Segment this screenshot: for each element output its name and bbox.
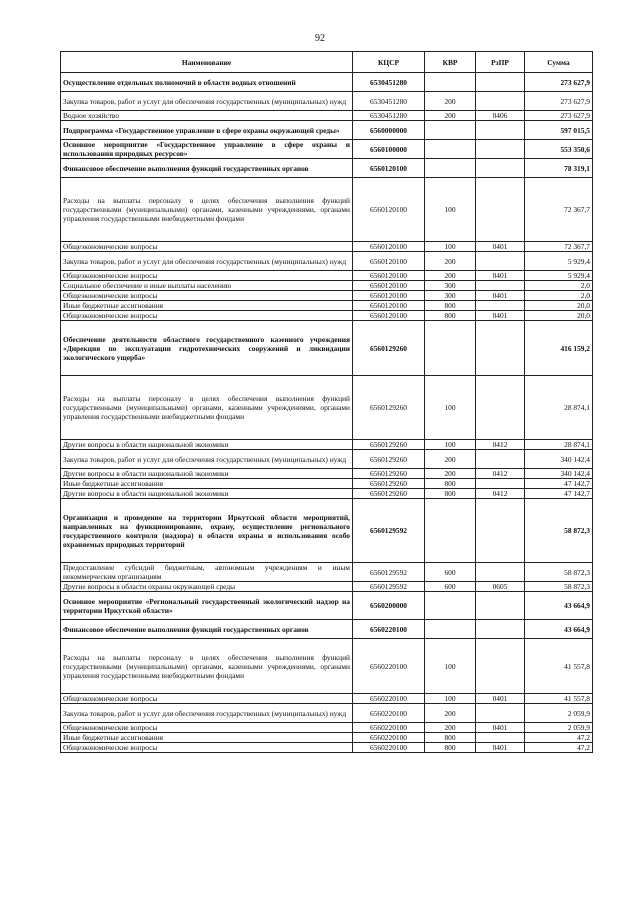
cell-kvr: 800 bbox=[425, 733, 476, 743]
table-row bbox=[61, 582, 593, 592]
table-row bbox=[61, 489, 593, 499]
cell-rzpr bbox=[476, 301, 525, 311]
table-row bbox=[61, 252, 593, 271]
table-row bbox=[61, 563, 593, 582]
cell-rzpr bbox=[476, 252, 525, 271]
cell-rzpr: 0401 bbox=[476, 694, 525, 704]
cell-name: Социальное обеспечение и иные выплаты населению bbox=[61, 281, 353, 291]
budget-table bbox=[60, 51, 593, 753]
table-row bbox=[61, 733, 593, 743]
cell-kcsr: 6560220100 bbox=[353, 620, 425, 639]
column-header-name: Наименование bbox=[61, 52, 353, 73]
cell-kcsr: 6560129260 bbox=[353, 489, 425, 499]
table-row bbox=[61, 743, 593, 753]
cell-kcsr: 6560200000 bbox=[353, 592, 425, 620]
cell-name: Закупка товаров, работ и услуг для обеспечения государственных (муниципальных) нужд bbox=[61, 252, 353, 271]
column-header-sum: Сумма bbox=[525, 52, 593, 73]
cell-name: Другие вопросы в области национальной экономики bbox=[61, 489, 353, 499]
cell-rzpr: 0401 bbox=[476, 242, 525, 252]
cell-rzpr: 0401 bbox=[476, 271, 525, 281]
cell-kcsr: 6530451280 bbox=[353, 73, 425, 92]
cell-sum: 416 159,2 bbox=[525, 321, 593, 376]
table-row bbox=[61, 178, 593, 242]
cell-name: Другие вопросы в области национальной экономики bbox=[61, 440, 353, 450]
cell-name: Закупка товаров, работ и услуг для обеспечения государственных (муниципальных) нужд bbox=[61, 704, 353, 723]
cell-rzpr bbox=[476, 73, 525, 92]
cell-rzpr bbox=[476, 620, 525, 639]
cell-kvr: 200 bbox=[425, 111, 476, 121]
table-row bbox=[61, 704, 593, 723]
cell-kcsr: 6560220100 bbox=[353, 694, 425, 704]
cell-rzpr bbox=[476, 499, 525, 563]
cell-sum: 273 627,9 bbox=[525, 73, 593, 92]
cell-name: Общеэкономические вопросы bbox=[61, 311, 353, 321]
table-row bbox=[61, 376, 593, 440]
cell-sum: 47,2 bbox=[525, 743, 593, 753]
table-body bbox=[61, 73, 593, 753]
cell-name: Осуществление отдельных полномочий в области водных отношений bbox=[61, 73, 353, 92]
table-row bbox=[61, 301, 593, 311]
cell-kcsr: 6560129260 bbox=[353, 450, 425, 469]
cell-kvr: 300 bbox=[425, 291, 476, 301]
table-row bbox=[61, 159, 593, 178]
cell-name: Обеспечение деятельности областного государственного казенного учреждения «Дирекция по эксплуатации гидротехнических сооружений и ликвидации экологического ущерба» bbox=[61, 321, 353, 376]
cell-rzpr bbox=[476, 140, 525, 159]
cell-rzpr: 0605 bbox=[476, 582, 525, 592]
cell-rzpr: 0401 bbox=[476, 291, 525, 301]
table-row bbox=[61, 620, 593, 639]
cell-name: Общеэкономические вопросы bbox=[61, 694, 353, 704]
cell-kvr: 200 bbox=[425, 450, 476, 469]
cell-kvr: 100 bbox=[425, 242, 476, 252]
cell-sum: 340 142,4 bbox=[525, 469, 593, 479]
cell-rzpr bbox=[476, 592, 525, 620]
table-row bbox=[61, 440, 593, 450]
cell-sum: 2,0 bbox=[525, 291, 593, 301]
column-header-kcsr: КЦСР bbox=[353, 52, 425, 73]
cell-sum: 43 664,9 bbox=[525, 592, 593, 620]
cell-kvr: 200 bbox=[425, 704, 476, 723]
cell-name: Иные бюджетные ассигнования bbox=[61, 301, 353, 311]
table-row bbox=[61, 242, 593, 252]
cell-name: Закупка товаров, работ и услуг для обеспечения государственных (муниципальных) нужд bbox=[61, 450, 353, 469]
cell-kcsr: 6560100000 bbox=[353, 140, 425, 159]
cell-sum: 28 874,1 bbox=[525, 376, 593, 440]
cell-sum: 47 142,7 bbox=[525, 479, 593, 489]
cell-kcsr: 6560120100 bbox=[353, 291, 425, 301]
cell-kvr: 200 bbox=[425, 92, 476, 111]
cell-sum: 28 874,1 bbox=[525, 440, 593, 450]
cell-kvr: 200 bbox=[425, 469, 476, 479]
cell-kvr: 600 bbox=[425, 582, 476, 592]
cell-kcsr: 6560120100 bbox=[353, 301, 425, 311]
cell-kvr bbox=[425, 73, 476, 92]
cell-name: Общеэкономические вопросы bbox=[61, 242, 353, 252]
cell-kcsr: 6560120100 bbox=[353, 281, 425, 291]
table-row bbox=[61, 140, 593, 159]
cell-rzpr bbox=[476, 281, 525, 291]
cell-name: Организация и проведение на территории Иркутской области мероприятий, направленных на функционирование, охрану, осуществление регионального государственного контроля (надзора) в области охраны и использования особо охраняемых природных территорий bbox=[61, 499, 353, 563]
table-row bbox=[61, 450, 593, 469]
cell-kvr: 800 bbox=[425, 479, 476, 489]
cell-rzpr bbox=[476, 376, 525, 440]
table-row bbox=[61, 469, 593, 479]
cell-kcsr: 6560120100 bbox=[353, 271, 425, 281]
cell-sum: 597 015,5 bbox=[525, 121, 593, 140]
cell-rzpr bbox=[476, 92, 525, 111]
table-header-row bbox=[61, 52, 593, 73]
cell-name: Основное мероприятие «Государственное управление в сфере охраны и использования природных ресурсов» bbox=[61, 140, 353, 159]
cell-name: Расходы на выплаты персоналу в целях обеспечения выполнения функций государственными (муниципальными) органами, казенными учреждениями, органами управления государственными внебюджетными фондами bbox=[61, 639, 353, 694]
cell-sum: 72 367,7 bbox=[525, 178, 593, 242]
table-row bbox=[61, 92, 593, 111]
cell-kcsr: 6560120100 bbox=[353, 242, 425, 252]
cell-kcsr: 6560120100 bbox=[353, 252, 425, 271]
cell-kvr: 300 bbox=[425, 281, 476, 291]
cell-kcsr: 6530451280 bbox=[353, 111, 425, 121]
cell-kvr: 800 bbox=[425, 311, 476, 321]
cell-sum: 553 350,6 bbox=[525, 140, 593, 159]
table-row bbox=[61, 311, 593, 321]
cell-kvr bbox=[425, 121, 476, 140]
cell-sum: 2,0 bbox=[525, 281, 593, 291]
cell-rzpr: 0406 bbox=[476, 111, 525, 121]
cell-rzpr: 0401 bbox=[476, 723, 525, 733]
cell-kcsr: 6560120100 bbox=[353, 311, 425, 321]
cell-name: Общеэкономические вопросы bbox=[61, 271, 353, 281]
cell-name: Общеэкономические вопросы bbox=[61, 291, 353, 301]
table-row bbox=[61, 694, 593, 704]
cell-sum: 78 319,1 bbox=[525, 159, 593, 178]
cell-kvr bbox=[425, 321, 476, 376]
cell-kvr: 100 bbox=[425, 376, 476, 440]
cell-kcsr: 6560129592 bbox=[353, 563, 425, 582]
table-row bbox=[61, 479, 593, 489]
cell-name: Общеэкономические вопросы bbox=[61, 743, 353, 753]
cell-kvr bbox=[425, 159, 476, 178]
cell-sum: 5 929,4 bbox=[525, 252, 593, 271]
cell-rzpr: 0412 bbox=[476, 489, 525, 499]
cell-sum: 2 059,9 bbox=[525, 723, 593, 733]
cell-kcsr: 6560220100 bbox=[353, 723, 425, 733]
table-row bbox=[61, 281, 593, 291]
cell-rzpr bbox=[476, 563, 525, 582]
table-row bbox=[61, 592, 593, 620]
cell-kvr: 100 bbox=[425, 178, 476, 242]
cell-kvr: 800 bbox=[425, 301, 476, 311]
cell-name: Другие вопросы в области национальной экономики bbox=[61, 469, 353, 479]
cell-kcsr: 6560220100 bbox=[353, 743, 425, 753]
cell-name: Расходы на выплаты персоналу в целях обеспечения выполнения функций государственными (муниципальными) органами, казенными учреждениями, органами управления государственными внебюджетными фондами bbox=[61, 178, 353, 242]
cell-kvr: 100 bbox=[425, 440, 476, 450]
cell-sum: 5 929,4 bbox=[525, 271, 593, 281]
cell-sum: 47,2 bbox=[525, 733, 593, 743]
cell-rzpr bbox=[476, 178, 525, 242]
cell-sum: 273 627,9 bbox=[525, 111, 593, 121]
cell-kvr bbox=[425, 140, 476, 159]
cell-name: Водное хозяйство bbox=[61, 111, 353, 121]
cell-sum: 58 872,3 bbox=[525, 499, 593, 563]
cell-rzpr: 0401 bbox=[476, 743, 525, 753]
cell-kvr: 200 bbox=[425, 252, 476, 271]
cell-kcsr: 6560129260 bbox=[353, 376, 425, 440]
cell-kcsr: 6560220100 bbox=[353, 733, 425, 743]
cell-name: Другие вопросы в области охраны окружающей среды bbox=[61, 582, 353, 592]
cell-kcsr: 6530451280 bbox=[353, 92, 425, 111]
cell-rzpr bbox=[476, 479, 525, 489]
cell-name: Расходы на выплаты персоналу в целях обеспечения выполнения функций государственными (муниципальными) органами, казенными учреждениями, органами управления государственными внебюджетными фондами bbox=[61, 376, 353, 440]
cell-kvr: 100 bbox=[425, 639, 476, 694]
table-row bbox=[61, 321, 593, 376]
cell-kvr: 800 bbox=[425, 743, 476, 753]
cell-name: Основное мероприятие «Региональный государственный экологический надзор на территории Иркутской области» bbox=[61, 592, 353, 620]
cell-kvr: 800 bbox=[425, 489, 476, 499]
cell-kcsr: 6560120100 bbox=[353, 159, 425, 178]
cell-rzpr: 0412 bbox=[476, 440, 525, 450]
cell-name: Предоставление субсидий бюджетным, автономным учреждениям и иным некоммерческим организациям bbox=[61, 563, 353, 582]
cell-name: Иные бюджетные ассигнования bbox=[61, 479, 353, 489]
cell-kvr: 200 bbox=[425, 723, 476, 733]
page-number: 92 bbox=[315, 33, 325, 44]
cell-kcsr: 6560129260 bbox=[353, 479, 425, 489]
cell-rzpr bbox=[476, 733, 525, 743]
cell-sum: 2 059,9 bbox=[525, 704, 593, 723]
cell-rzpr: 0401 bbox=[476, 311, 525, 321]
cell-kcsr: 6560129260 bbox=[353, 440, 425, 450]
cell-kvr bbox=[425, 592, 476, 620]
cell-sum: 58 872,3 bbox=[525, 563, 593, 582]
cell-kvr: 600 bbox=[425, 563, 476, 582]
cell-sum: 20,0 bbox=[525, 311, 593, 321]
cell-sum: 43 664,9 bbox=[525, 620, 593, 639]
cell-sum: 58 872,3 bbox=[525, 582, 593, 592]
table-row bbox=[61, 639, 593, 694]
table-row bbox=[61, 499, 593, 563]
table-row bbox=[61, 73, 593, 92]
cell-name: Финансовое обеспечение выполнения функций государственных органов bbox=[61, 620, 353, 639]
cell-sum: 20,0 bbox=[525, 301, 593, 311]
cell-rzpr bbox=[476, 639, 525, 694]
cell-sum: 340 142,4 bbox=[525, 450, 593, 469]
cell-rzpr bbox=[476, 450, 525, 469]
table-row bbox=[61, 723, 593, 733]
cell-rzpr bbox=[476, 159, 525, 178]
cell-rzpr bbox=[476, 121, 525, 140]
cell-rzpr bbox=[476, 704, 525, 723]
cell-name: Общеэкономические вопросы bbox=[61, 723, 353, 733]
cell-kvr bbox=[425, 499, 476, 563]
table-row bbox=[61, 121, 593, 140]
cell-rzpr bbox=[476, 321, 525, 376]
table-row bbox=[61, 111, 593, 121]
cell-sum: 41 557,8 bbox=[525, 639, 593, 694]
cell-kcsr: 6560000000 bbox=[353, 121, 425, 140]
cell-kvr bbox=[425, 620, 476, 639]
cell-kcsr: 6560120100 bbox=[353, 178, 425, 242]
column-header-rzpr: РзПР bbox=[476, 52, 525, 73]
cell-kvr: 100 bbox=[425, 694, 476, 704]
cell-name: Подпрограмма «Государственное управление в сфере охраны окружающей среды» bbox=[61, 121, 353, 140]
cell-sum: 72 367,7 bbox=[525, 242, 593, 252]
table-row bbox=[61, 271, 593, 281]
cell-kvr: 200 bbox=[425, 271, 476, 281]
cell-sum: 41 557,8 bbox=[525, 694, 593, 704]
column-header-kvr: КВР bbox=[425, 52, 476, 73]
cell-sum: 273 627,9 bbox=[525, 92, 593, 111]
cell-kcsr: 6560129592 bbox=[353, 582, 425, 592]
cell-kcsr: 6560129592 bbox=[353, 499, 425, 563]
cell-name: Финансовое обеспечение выполнения функций государственных органов bbox=[61, 159, 353, 178]
cell-rzpr: 0412 bbox=[476, 469, 525, 479]
cell-kcsr: 6560129260 bbox=[353, 321, 425, 376]
cell-kcsr: 6560220100 bbox=[353, 704, 425, 723]
cell-sum: 47 142,7 bbox=[525, 489, 593, 499]
cell-name: Иные бюджетные ассигнования bbox=[61, 733, 353, 743]
table-row bbox=[61, 291, 593, 301]
cell-name: Закупка товаров, работ и услуг для обеспечения государственных (муниципальных) нужд bbox=[61, 92, 353, 111]
cell-kcsr: 6560129260 bbox=[353, 469, 425, 479]
cell-kcsr: 6560220100 bbox=[353, 639, 425, 694]
